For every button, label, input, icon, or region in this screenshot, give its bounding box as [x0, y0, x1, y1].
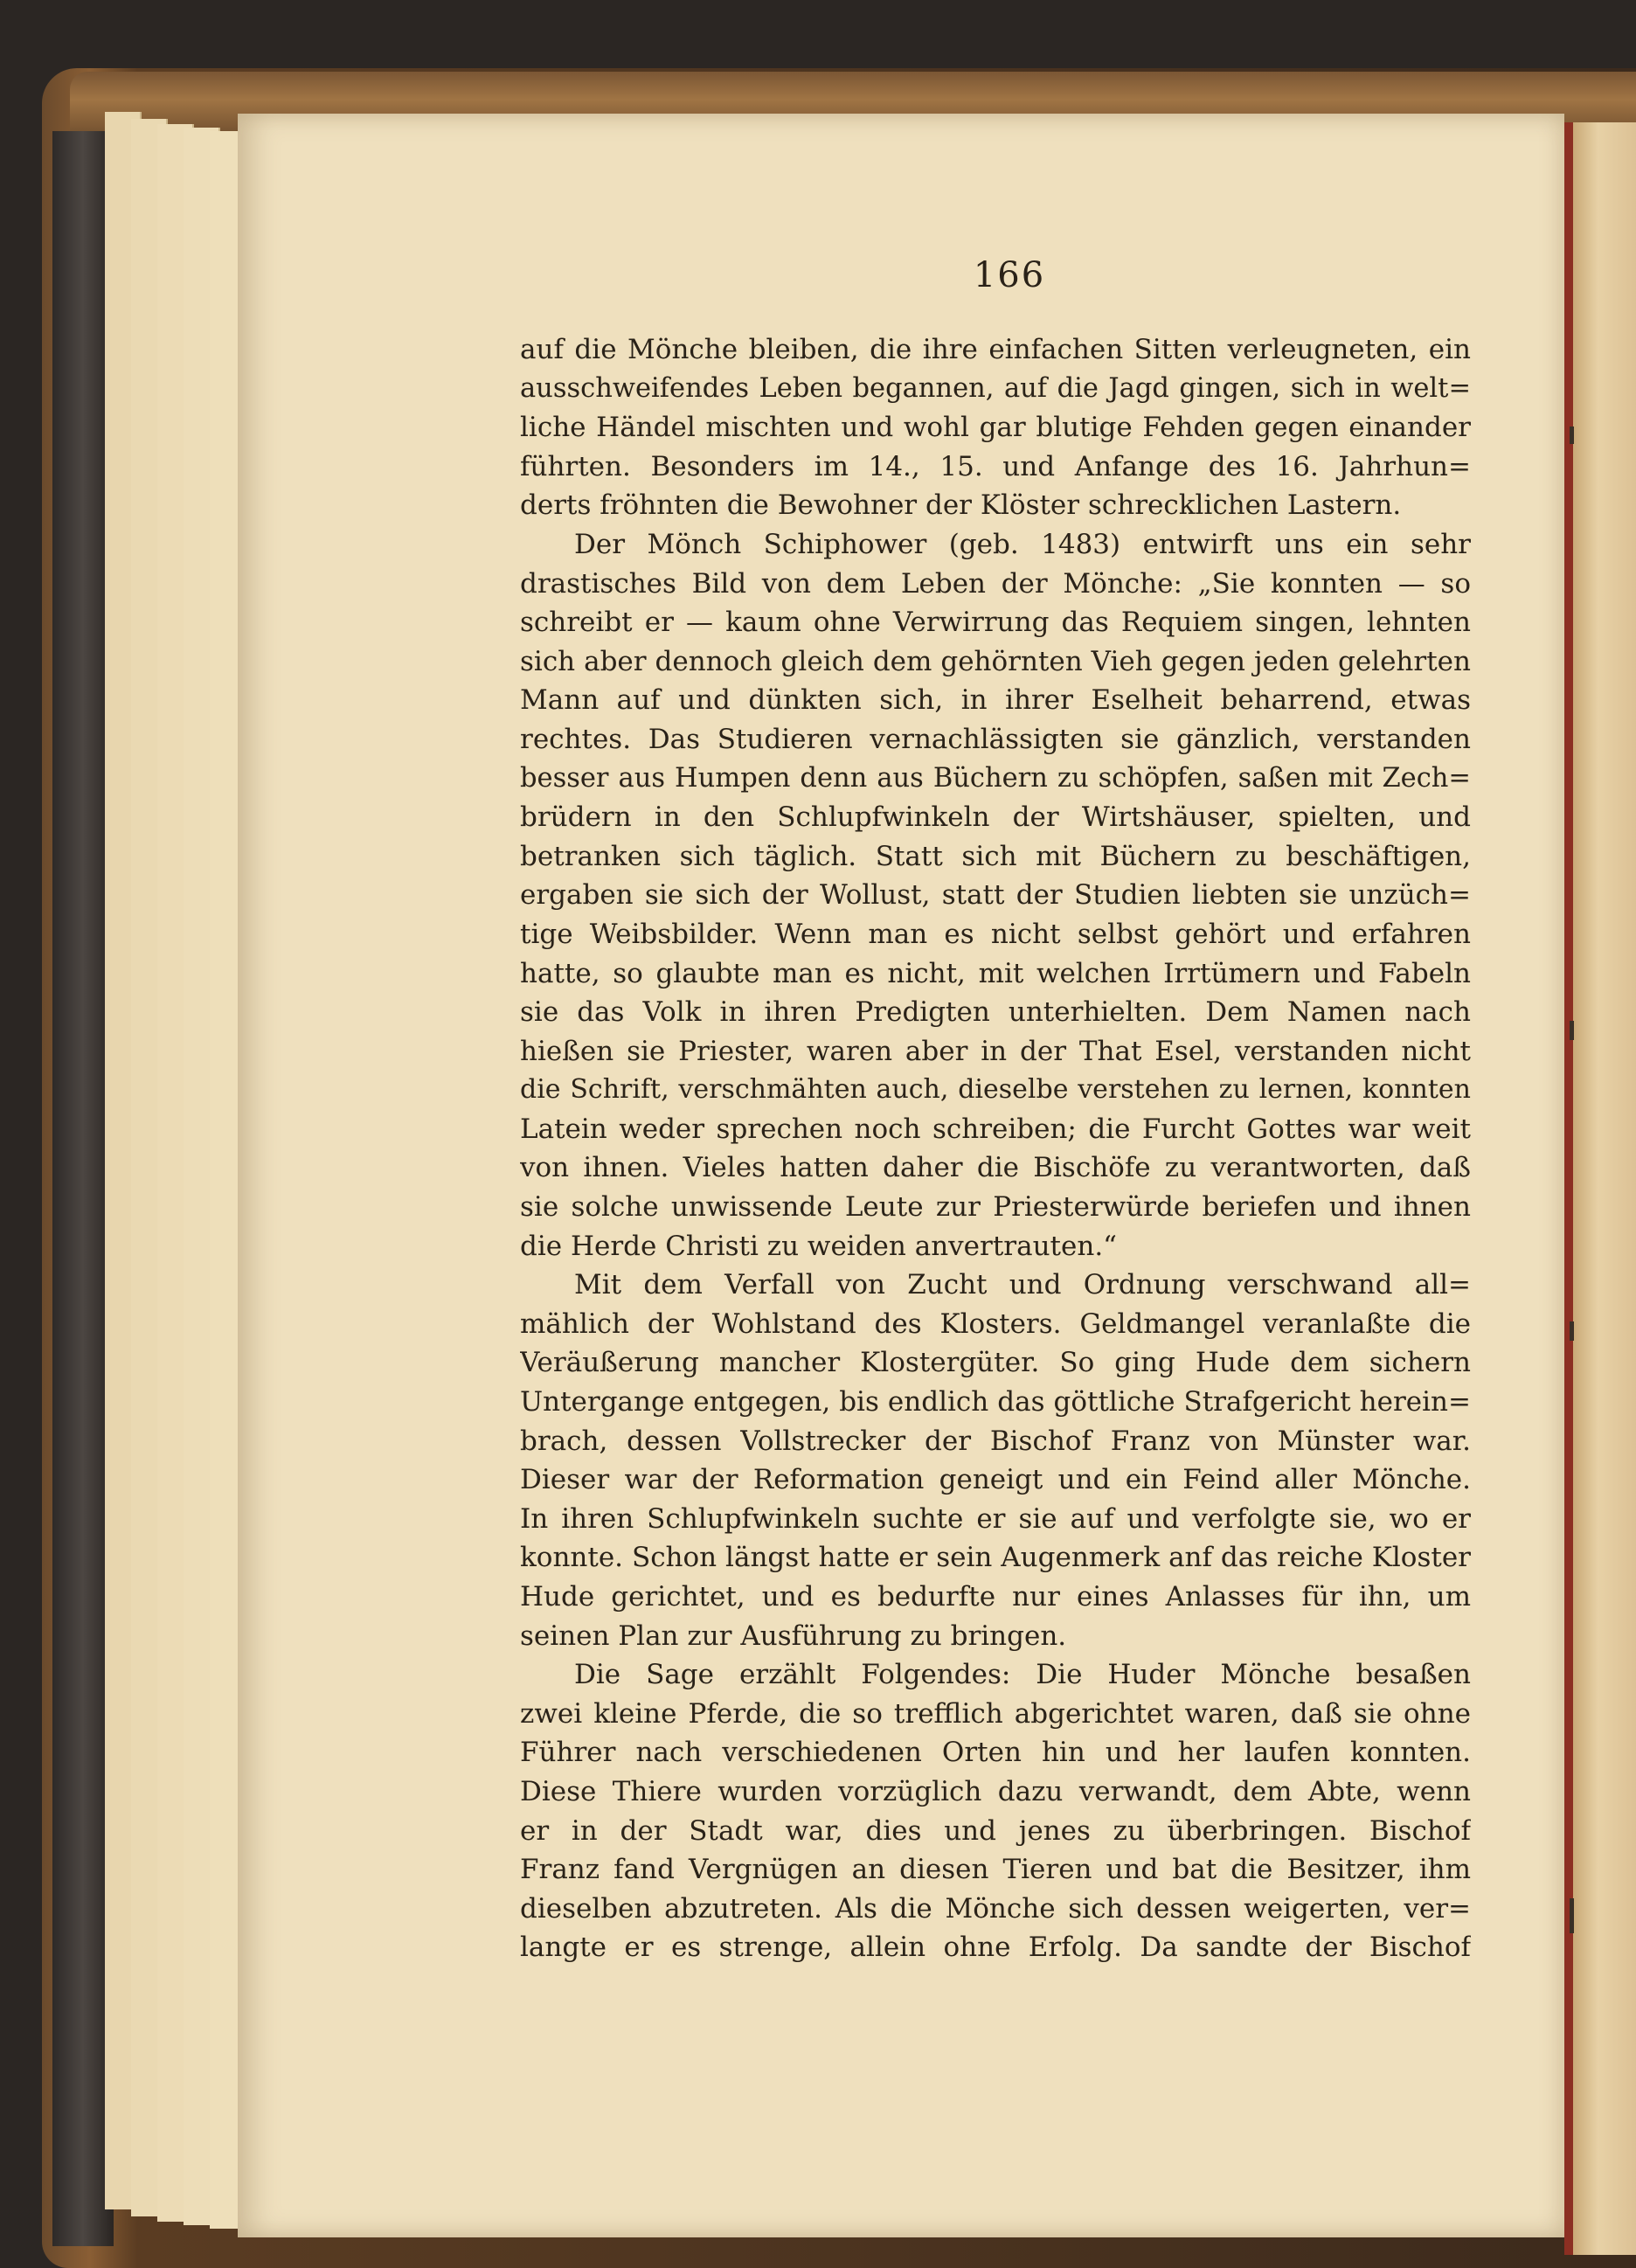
page-text — [520, 330, 1471, 1967]
text-line: er in der Stadt war, dies und jenes zu überbringen. Bischof — [520, 1814, 1471, 1847]
text-line: von ihnen. Vieles hatten daher die Bischöfe zu verantworten, daß — [520, 1152, 1471, 1184]
text-line: die Schrift, verschmähten auch, dieselbe verstehen zu lernen, konnten — [520, 1074, 1471, 1106]
text-line: tige Weibsbilder. Wenn man es nicht selbst gehört und erfahren — [520, 918, 1471, 950]
text-line: derts fröhnten die Bewohner der Klöster schrecklichen Lastern. — [520, 489, 1402, 522]
text-line: ausschweifendes Leben begannen, auf die Jagd gingen, sich in welt= — [520, 372, 1471, 404]
text-line: Führer nach verschiedenen Orten hin und her laufen konnten. — [520, 1737, 1471, 1769]
text-line: dieselben abzutreten. Als die Mönche sich dessen weigerten, ver= — [520, 1892, 1471, 1925]
text-line: ergaben sie sich der Wollust, statt der Studien liebten sie unzüch= — [520, 879, 1471, 912]
text-line: besser aus Humpen denn aus Büchern zu schöpfen, saßen mit Zech= — [520, 762, 1471, 794]
text-line: Veräußerung mancher Klostergüter. So ging Hude dem sichern — [520, 1347, 1471, 1379]
text-line: konnte. Schon längst hatte er sein Augenmerk anf das reiche Kloster — [520, 1542, 1471, 1574]
text-line: Untergange entgegen, bis endlich das göttliche Strafgericht herein= — [520, 1386, 1471, 1418]
text-line: Mit dem Verfall von Zucht und Ordnung verschwand all= — [574, 1269, 1471, 1301]
text-line: Latein weder sprechen noch schreiben; die Furcht Gottes war weit — [520, 1113, 1471, 1145]
text-line: Mann auf und dünkten sich, in ihrer Eselheit beharrend, etwas — [520, 684, 1471, 717]
text-line: Dieser war der Reformation geneigt und ein Feind aller Mönche. — [520, 1464, 1471, 1496]
text-line: Der Mönch Schiphower (geb. 1483) entwirft uns ein sehr — [574, 528, 1471, 560]
text-line: seinen Plan zur Ausführung zu bringen. — [520, 1620, 1067, 1652]
text-line: auf die Mönche bleiben, die ihre einfachen Sitten verleugneten, ein — [520, 334, 1471, 365]
text-line: mählich der Wohlstand des Klosters. Geldmangel veranlaßte die — [520, 1307, 1471, 1340]
text-line: rechtes. Das Studieren vernachlässigten sie gänzlich, verstanden — [520, 723, 1471, 755]
text-line: Diese Thiere wurden vorzüglich dazu verwandt, dem Abte, wenn — [520, 1775, 1471, 1807]
margin-mark — [1570, 1898, 1574, 1933]
text-line: Franz fand Vergnügen an diesen Tieren und bat die Besitzer, ihm — [520, 1854, 1471, 1886]
page-number: 166 — [973, 255, 1046, 295]
text-line: schreibt er — kaum ohne Verwirrung das Requiem singen, lehnten — [520, 607, 1471, 639]
text-line: betranken sich täglich. Statt sich mit Büchern zu beschäftigen, — [520, 840, 1471, 872]
text-line: sie solche unwissende Leute zur Priesterwürde beriefen und ihnen — [520, 1191, 1471, 1224]
text-line: Hude gerichtet, und es bedurfte nur eines Anlasses für ihn, um — [520, 1581, 1471, 1613]
margin-mark — [1570, 1021, 1574, 1040]
text-line: brach, dessen Vollstrecker der Bischof Franz von Münster war. — [520, 1425, 1471, 1457]
text-line: liche Händel mischten und wohl gar blutige Fehden gegen einander — [520, 412, 1471, 444]
text-line: langte er es strenge, allein ohne Erfolg. Da sandte der Bischof — [520, 1932, 1471, 1964]
text-line: drastisches Bild von dem Leben der Mönche: „Sie konnten — so — [520, 567, 1471, 600]
margin-mark — [1570, 1321, 1574, 1341]
text-line: sich aber dennoch gleich dem gehörnten Vieh gegen jeden gelehrten — [520, 645, 1471, 677]
text-line: brüdern in den Schlupfwinkeln der Wirtshäuser, spielten, und — [520, 801, 1471, 834]
text-line: die Herde Christi zu weiden anvertrauten.“ — [520, 1230, 1118, 1262]
text-line: hießen sie Priester, waren aber in der That Esel, verstanden nicht — [520, 1035, 1471, 1067]
text-line: führten. Besonders im 14., 15. und Anfange des 16. Jahrhun= — [520, 450, 1471, 482]
text-line: zwei kleine Pferde, die so trefflich abgerichtet waren, daß sie ohne — [520, 1697, 1471, 1730]
margin-mark — [1570, 427, 1574, 444]
text-line: Die Sage erzählt Folgendes: Die Huder Mönche besaßen — [574, 1659, 1471, 1691]
text-line: sie das Volk in ihren Predigten unterhielten. Dem Namen nach — [520, 996, 1471, 1029]
facing-page-edge — [1573, 122, 1636, 2255]
text-line: In ihren Schlupfwinkeln suchte er sie auf und verfolgte sie, wo er — [520, 1502, 1471, 1535]
text-line: hatte, so glaubte man es nicht, mit welchen Irrtümern und Fabeln — [520, 957, 1471, 989]
